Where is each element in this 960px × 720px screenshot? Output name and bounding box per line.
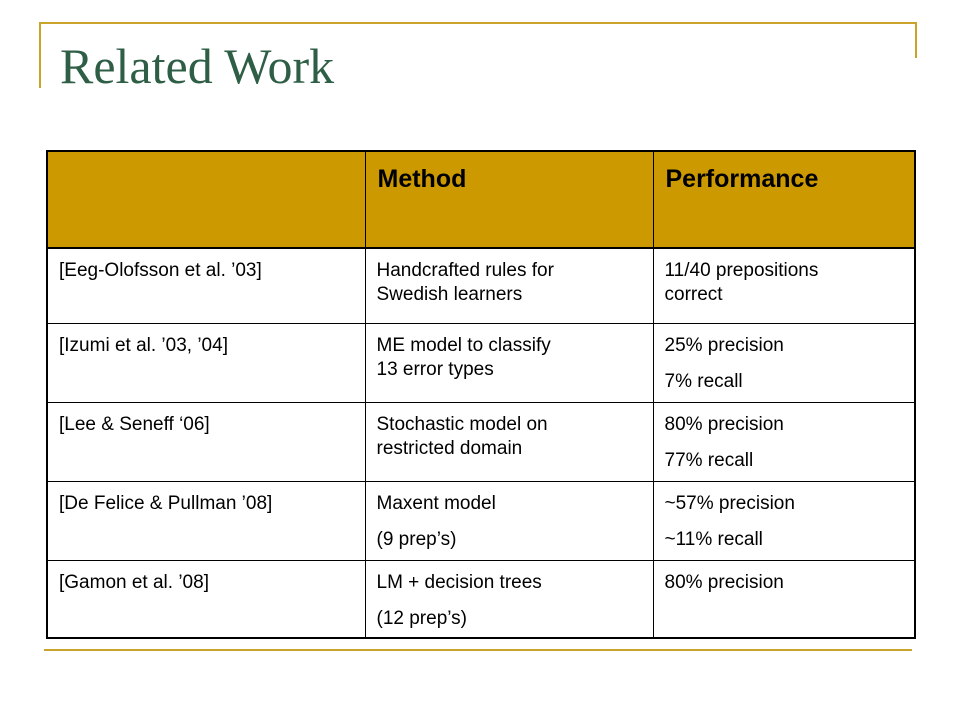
method-line: Swedish learners: [376, 284, 523, 305]
related-work-table: [46, 150, 916, 639]
method-cell: [365, 561, 653, 639]
frame-line-bottom: [44, 649, 912, 651]
performance-line: 7% recall: [664, 371, 743, 392]
work-cell: [47, 561, 365, 639]
table-row: [47, 403, 915, 482]
method-line: restricted domain: [376, 438, 523, 459]
method-cell: [365, 248, 653, 324]
performance-cell: [653, 561, 915, 639]
performance-line: correct: [664, 284, 723, 305]
performance-cell: [653, 403, 915, 482]
work-cell: [47, 482, 365, 561]
performance-line: ~57% precision: [664, 493, 795, 514]
method-line: ME model to classify: [376, 335, 551, 356]
method-line: Maxent model: [376, 493, 496, 514]
work-text: [Gamon et al. ’08]: [59, 572, 209, 593]
performance-line: 25% precision: [664, 335, 784, 356]
work-cell: [47, 324, 365, 403]
performance-line: 80% precision: [664, 414, 784, 435]
performance-cell: [653, 248, 915, 324]
method-line: (12 prep’s): [376, 608, 467, 629]
work-text: [Izumi et al. ’03, ’04]: [59, 335, 228, 356]
method-line: Handcrafted rules for: [376, 260, 554, 281]
header-cell-method: Method: [365, 151, 653, 248]
performance-line: 80% precision: [664, 572, 784, 593]
performance-cell: [653, 482, 915, 561]
header-cell-work: [47, 151, 365, 248]
table-row: [47, 561, 915, 639]
method-line: (9 prep’s): [376, 529, 457, 550]
slide-title: Related Work: [60, 38, 335, 94]
table-row: [47, 482, 915, 561]
work-text: [Lee & Seneff ‘06]: [59, 414, 210, 435]
frame-line-right: [915, 22, 917, 58]
work-text: [De Felice & Pullman ’08]: [59, 493, 273, 514]
table-header-row: [47, 151, 915, 248]
performance-line: ~11% recall: [664, 529, 763, 550]
performance-line: 11/40 prepositions: [664, 260, 819, 281]
method-line: LM + decision trees: [376, 572, 542, 593]
method-cell: [365, 403, 653, 482]
method-cell: [365, 482, 653, 561]
table-row: [47, 248, 915, 324]
table-row: [47, 324, 915, 403]
work-cell: [47, 403, 365, 482]
work-text: [Eeg-Olofsson et al. ’03]: [59, 260, 262, 281]
performance-cell: [653, 324, 915, 403]
method-cell: [365, 324, 653, 403]
method-line: 13 error types: [376, 359, 494, 380]
work-cell: [47, 248, 365, 324]
frame-line-top: [39, 22, 917, 24]
header-cell-performance: Performance: [653, 151, 915, 248]
performance-line: 77% recall: [664, 450, 754, 471]
frame-line-left: [39, 22, 41, 88]
method-line: Stochastic model on: [376, 414, 548, 435]
